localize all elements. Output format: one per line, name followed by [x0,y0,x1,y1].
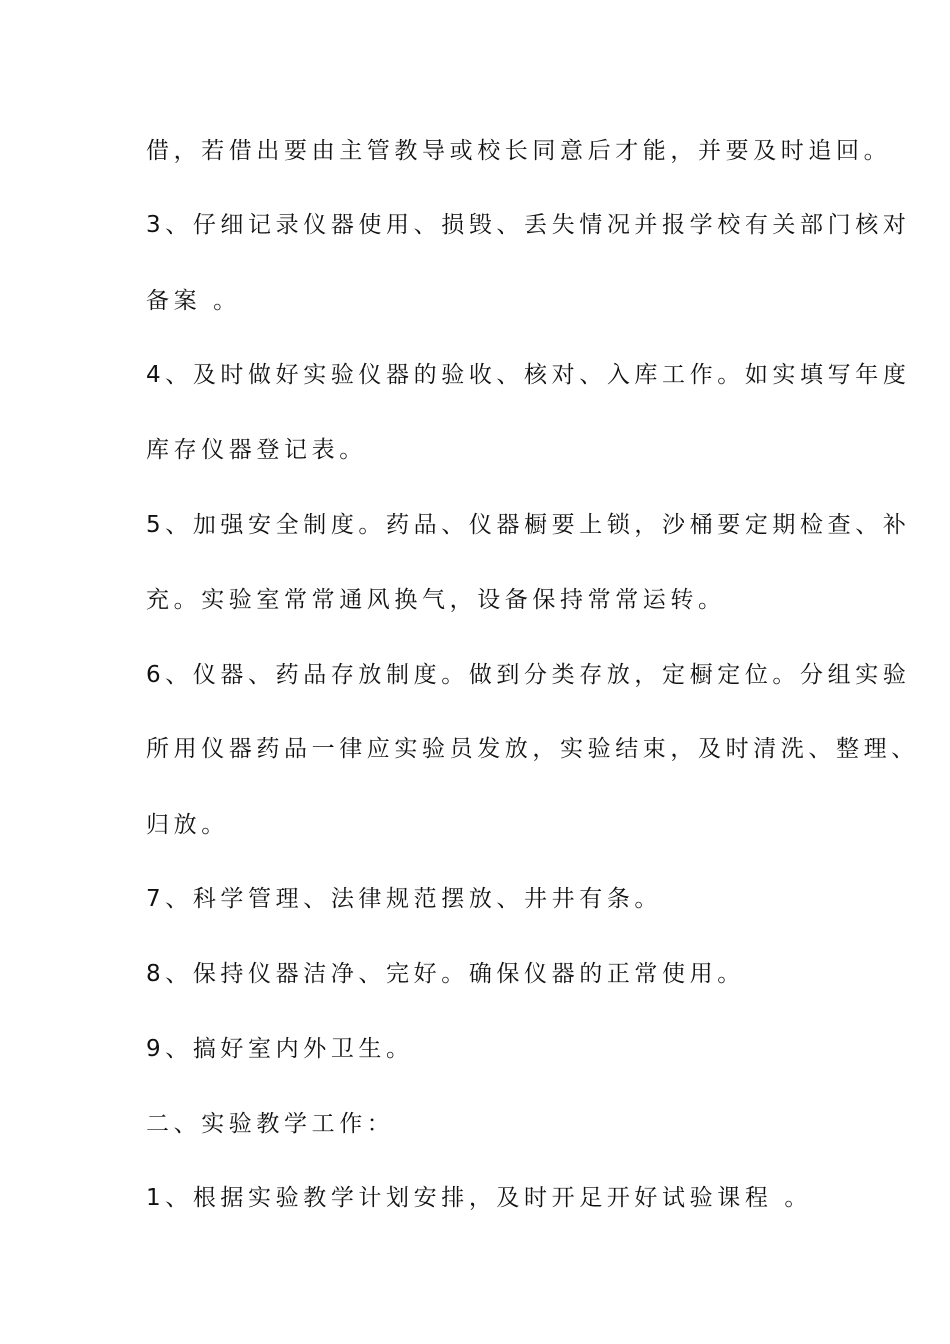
text-line-11: 7、科学管理、法律规范摆放、井井有条。 [146,886,663,912]
text-line-2: 3、仔细记录仪器使用、损毁、丢失情况并报学校有关部门核对 [146,212,911,238]
text-line-1: 借，若借出要由主管教导或校长同意后才能，并要及时追回。 [146,138,892,164]
text-line-6: 5、加强安全制度。药品、仪器橱要上锁，沙桶要定期检查、补 [146,512,911,538]
text-line-13: 9、搞好室内外卫生。 [146,1036,414,1062]
text-line-12: 8、保持仪器洁净、完好。确保仪器的正常使用。 [146,961,745,987]
text-line-7: 充。实验室常常通风换气，设备保持常常运转。 [146,587,726,613]
text-line-5: 库存仪器登记表。 [146,437,367,463]
text-line-10: 归放。 [146,812,229,838]
text-line-14: 二、实验教学工作： [146,1111,395,1137]
text-line-3: 备案 。 [146,288,241,314]
text-line-15: 1、根据实验教学计划安排，及时开足开好试验课程 。 [146,1185,812,1211]
text-line-9: 所用仪器药品一律应实验员发放，实验结束，及时清洗、整理、 [146,736,919,762]
text-line-4: 4、及时做好实验仪器的验收、核对、入库工作。如实填写年度 [146,362,911,388]
text-line-8: 6、仪器、药品存放制度。做到分类存放，定橱定位。分组实验 [146,662,911,688]
